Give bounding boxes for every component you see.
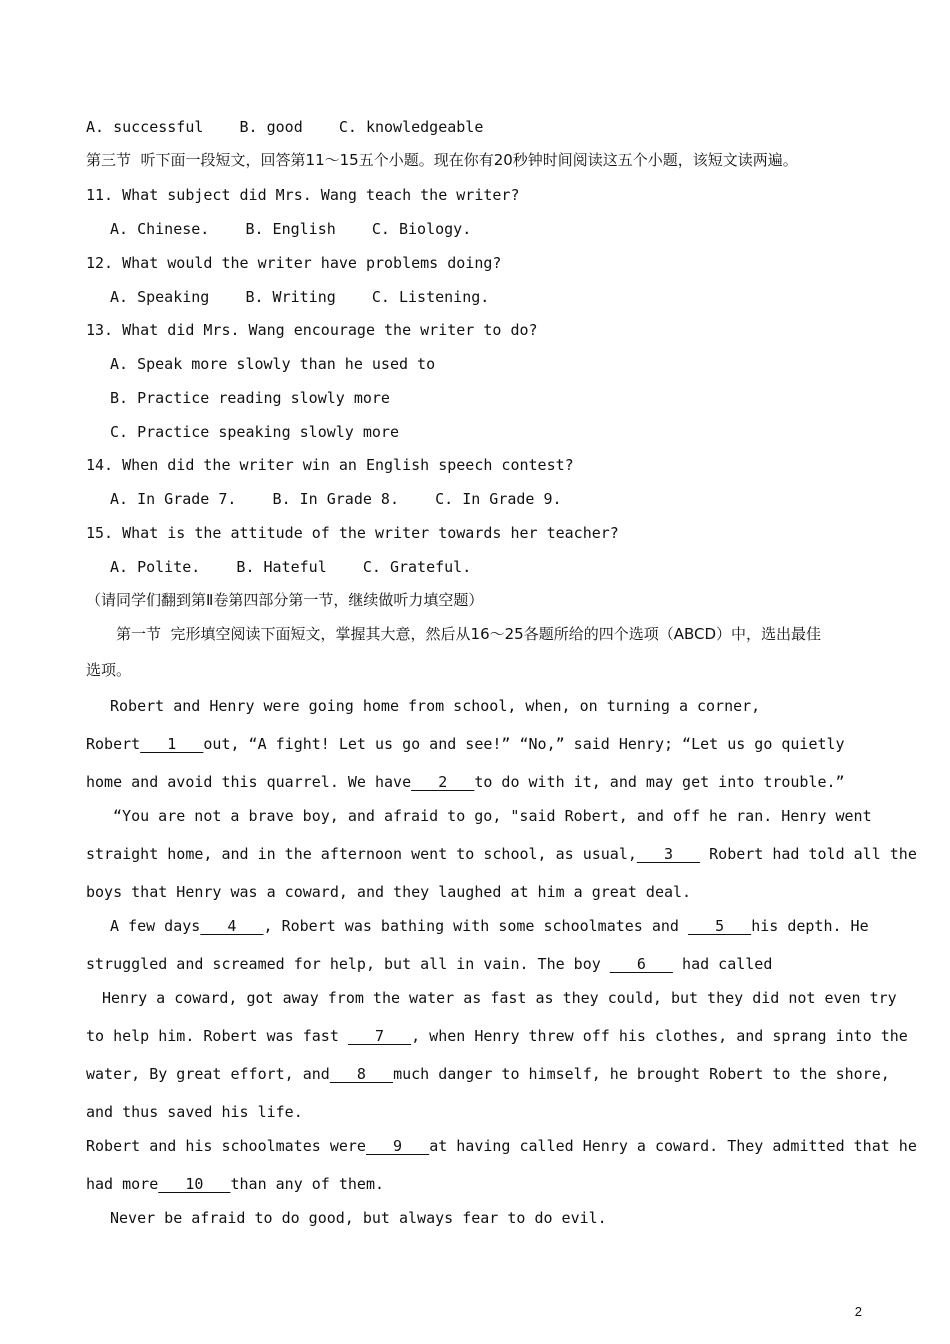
section3-instruction: 第三节 听下面一段短文，回答第11～15五个小题。现在你有20秒钟时间阅读这五个小题，该短文读两遍。: [86, 151, 798, 169]
passage-text: to help him. Robert was fast: [86, 1027, 348, 1045]
passage-line-12: and thus saved his life.: [86, 1103, 303, 1121]
blank-4: 4: [200, 917, 264, 935]
passage-text: Robert had told all the: [700, 845, 917, 863]
turn-page-note: （请同学们翻到第Ⅱ卷第四部分第一节，继续做听力填空题）: [86, 591, 484, 609]
passage-line-13: [86, 1137, 917, 1155]
question-11-stem: 11. What subject did Mrs. Wang teach the writer?: [86, 186, 520, 204]
passage-line-9: Henry a coward, got away from the water as fast as they could, but they did not even try: [102, 989, 897, 1007]
cloze-instruction-line-2: 选项。: [86, 661, 132, 679]
blank-3: 3: [636, 845, 701, 863]
passage-line-5: [86, 845, 917, 863]
passage-line-7: [110, 917, 869, 935]
cloze-instruction-line-1: 第一节 完形填空阅读下面短文，掌握其大意，然后从16～25各题所给的四个选项（ABCD）中，选出最佳: [116, 625, 822, 643]
passage-text: A few days: [110, 917, 201, 935]
q10-options: A. successful B. good C. knowledgeable: [86, 118, 484, 136]
passage-text: at having called Henry a coward. They admitted that he: [429, 1137, 917, 1155]
blank-7: 7: [347, 1027, 412, 1045]
page-number: 2: [854, 1304, 862, 1319]
question-12-stem: 12. What would the writer have problems doing?: [86, 254, 502, 272]
passage-line-6: boys that Henry was a coward, and they laughed at him a great deal.: [86, 883, 692, 901]
passage-text: home and avoid this quarrel. We have: [86, 773, 412, 791]
question-13-option-c: C. Practice speaking slowly more: [110, 423, 399, 441]
passage-text: out, “A fight! Let us go and see!” “No,” said Henry; “Let us go quietly: [203, 735, 845, 753]
question-15-stem: 15. What is the attitude of the writer towards her teacher?: [86, 524, 619, 542]
passage-text: much danger to himself, he brought Robert to the shore,: [393, 1065, 890, 1083]
passage-text: Robert and his schoolmates were: [86, 1137, 366, 1155]
passage-text: than any of them.: [230, 1175, 385, 1193]
question-13-option-a: A. Speak more slowly than he used to: [110, 355, 436, 373]
blank-5: 5: [687, 917, 752, 935]
passage-text: had called: [673, 955, 773, 973]
passage-line-11: [86, 1065, 890, 1083]
passage-line-8: [86, 955, 772, 973]
question-12-options: A. Speaking B. Writing C. Listening.: [110, 288, 490, 306]
passage-text: , Robert was bathing with some schoolmates and: [263, 917, 688, 935]
passage-line-4: “You are not a brave boy, and afraid to go, "said Robert, and off he ran. Henry went: [104, 807, 872, 825]
passage-text: to do with it, and may get into trouble.”: [474, 773, 845, 791]
passage-text: , when Henry threw off his clothes, and sprang into the: [411, 1027, 908, 1045]
passage-line-14: [86, 1175, 384, 1193]
question-15-options: A. Polite. B. Hateful C. Grateful.: [110, 558, 472, 576]
blank-1: 1: [140, 735, 204, 753]
question-14-options: A. In Grade 7. B. In Grade 8. C. In Grade 9.: [110, 490, 562, 508]
blank-8: 8: [329, 1065, 394, 1083]
passage-text: struggled and screamed for help, but all in vain. The boy: [86, 955, 610, 973]
question-13-option-b: B. Practice reading slowly more: [110, 389, 390, 407]
passage-text: straight home, and in the afternoon went to school, as usual,: [86, 845, 637, 863]
passage-line-2: [86, 735, 845, 753]
passage-text: Robert: [86, 735, 141, 753]
blank-6: 6: [609, 955, 674, 973]
passage-line-3: [86, 773, 845, 791]
passage-text: had more: [86, 1175, 159, 1193]
passage-line-10: [86, 1027, 908, 1045]
passage-line-15: Never be afraid to do good, but always fear to do evil.: [110, 1209, 607, 1227]
question-14-stem: 14. When did the writer win an English speech contest?: [86, 456, 574, 474]
blank-10: 10: [158, 1175, 231, 1193]
passage-text: his depth. He: [751, 917, 869, 935]
passage-text: water, By great effort, and: [86, 1065, 330, 1083]
passage-line-1: Robert and Henry were going home from school, when, on turning a corner,: [110, 697, 761, 715]
question-11-options: A. Chinese. B. English C. Biology.: [110, 220, 472, 238]
question-13-stem: 13. What did Mrs. Wang encourage the writer to do?: [86, 321, 538, 339]
blank-2: 2: [411, 773, 475, 791]
blank-9: 9: [365, 1137, 430, 1155]
